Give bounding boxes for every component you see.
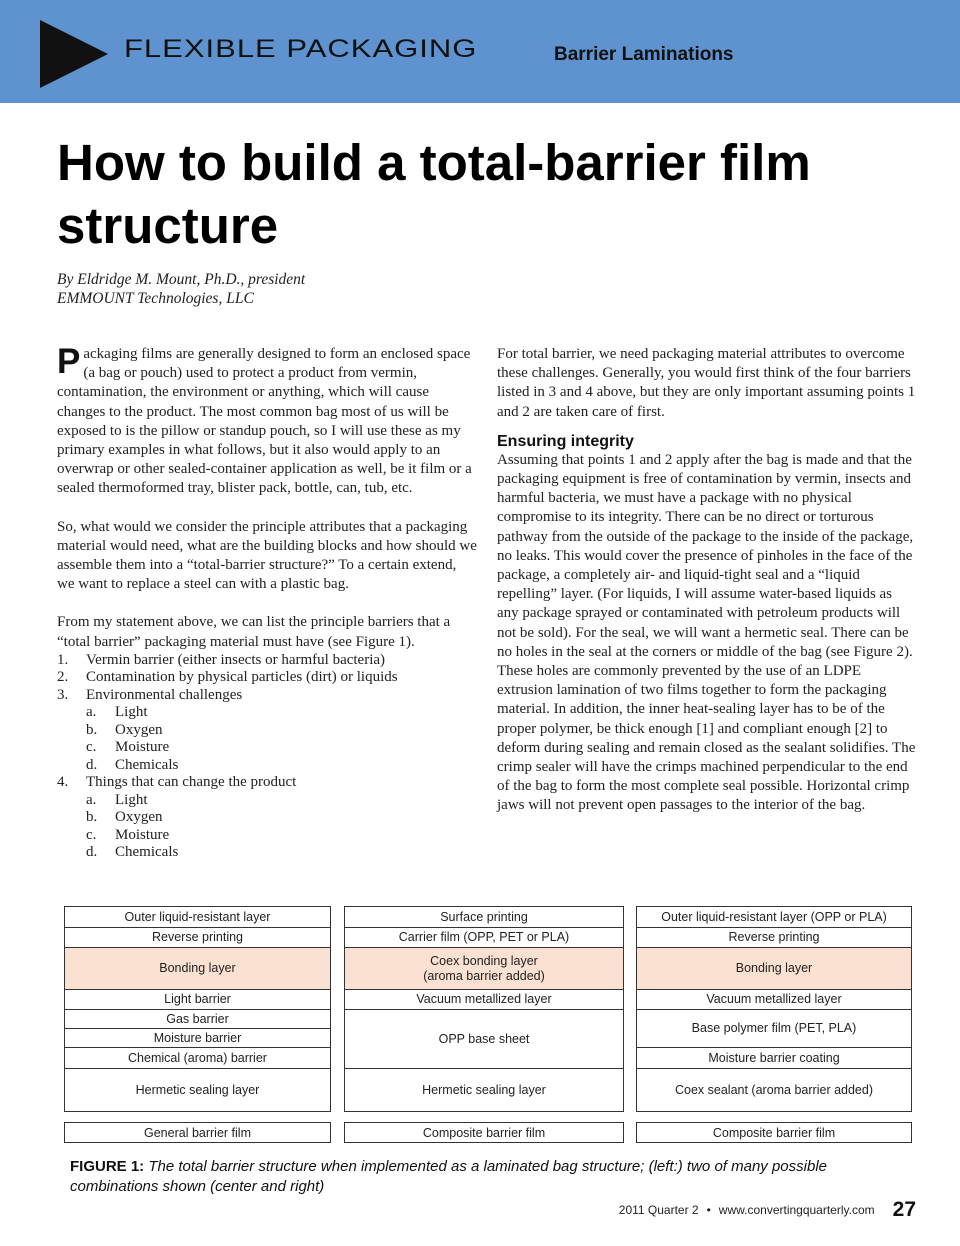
- paragraph-total-barrier: For total barrier, we need packaging material attributes to overcome these challenges. Generally, you would first think of the four barriers listed in 3 and 4 above, but they are only important assuming points 1 and 2 are taken care of first.: [497, 346, 916, 420]
- list-subitem: [57, 722, 477, 740]
- list-text: Vermin barrier (either insects or harmful bacteria): [86, 651, 386, 668]
- list-subitem: [57, 809, 477, 827]
- byline-company: EMMOUNT Technologies, LLC: [57, 290, 254, 307]
- layer-cell: Vacuum metallized layer: [345, 990, 623, 1010]
- list-marker: c.: [86, 739, 97, 756]
- list-marker: b.: [86, 721, 98, 738]
- list-text: Oxygen: [115, 721, 163, 738]
- list-subitem: [57, 739, 477, 757]
- figure-caption-label: FIGURE 1:: [70, 1158, 145, 1175]
- barrier-list: [57, 652, 477, 862]
- list-text: Moisture: [115, 826, 170, 843]
- figure-left-stack: [64, 906, 331, 1112]
- layer-cell-highlight: [345, 948, 623, 990]
- column-right: [497, 345, 917, 816]
- column-left: [57, 342, 477, 862]
- layer-cell: Chemical (aroma) barrier: [65, 1048, 330, 1069]
- figure-center-stack: [344, 906, 624, 1112]
- layer-cell: Gas barrier: [65, 1010, 330, 1029]
- layer-cell: Hermetic sealing layer: [422, 1082, 546, 1097]
- list-text: Things that can change the product: [86, 774, 297, 791]
- list-marker: d.: [86, 756, 98, 773]
- layer-cell: Coex sealant (aroma barrier added): [674, 1082, 874, 1097]
- figure-left-label: General barrier film: [64, 1122, 331, 1143]
- layer-cell: OPP base sheet: [345, 1010, 623, 1069]
- page-footer: [619, 1198, 916, 1222]
- layer-cell: Surface printing: [345, 907, 623, 928]
- list-text: Light: [115, 791, 148, 808]
- list-text: Moisture: [115, 739, 170, 756]
- paragraph-barriers: From my statement above, we can list the principle barriers that a “total barrier” packaging material must have (see Figure 1).: [57, 614, 451, 650]
- list-marker: d.: [86, 844, 98, 861]
- layer-cell: Hermetic sealing layer: [135, 1082, 260, 1097]
- footer-issue: 2011 Quarter 2: [618, 1203, 699, 1217]
- list-marker: 4.: [57, 774, 69, 791]
- page-number: 27: [892, 1198, 916, 1221]
- brand-title: FLEXIBLE PACKAGING: [124, 34, 478, 63]
- page-header: [0, 0, 960, 103]
- article-title: How to build a total-barrier film structure: [57, 134, 811, 254]
- list-subitem: [57, 844, 477, 862]
- drop-cap: P: [57, 342, 81, 381]
- layer-cell: Outer liquid-resistant layer (OPP or PLA): [637, 907, 911, 928]
- list-text: Light: [115, 704, 148, 721]
- layer-cell: Reverse printing: [65, 928, 330, 948]
- layer-cell: Reverse printing: [637, 928, 911, 948]
- list-item: [57, 687, 477, 705]
- list-text: Oxygen: [115, 809, 163, 826]
- figure-right-stack: [636, 906, 912, 1112]
- layer-cell: Outer liquid-resistant layer: [65, 907, 330, 928]
- figure-caption-text: The total barrier structure when implemented as a laminated bag structure; (left:) two of many possible combinations shown (center and right): [70, 1158, 828, 1195]
- list-marker: c.: [86, 826, 97, 843]
- section-title: Barrier Laminations: [554, 44, 734, 65]
- list-marker: a.: [86, 704, 97, 721]
- footer-bullet: •: [706, 1203, 711, 1217]
- play-triangle-icon: [40, 20, 108, 88]
- list-marker: a.: [86, 791, 97, 808]
- byline: [57, 270, 305, 308]
- layer-cell: Moisture barrier: [65, 1029, 330, 1048]
- layer-cell-highlight: Bonding layer: [65, 948, 330, 990]
- paragraph-integrity: Assuming that points 1 and 2 apply after the bag is made and that the packaging equipment is free of contamination by vermin, insects and harmful bacteria, we must have a package with no physical compromise to its integrity. There can be no direct or torturous pathway from the outside of the package to the inside of the package, no leaks. This would cover the presence of pinholes in the face of the package, a completely air- and liquid-tight seal and a “liquid repelling” layer. (For liquids, I will assume water-based liquids as any package sprayed or contaminated with petroleum products will not be sold). For the seal, we will want a hermetic seal. There can be no holes in the seal at the corners or middle of the bag (see Figure 2). These holes are commonly prevented by the use of an LDPE extrusion lamination of two films together to form the packaging material. In addition, the inner heat-sealing layer has to be of the proper polymer, be thick enough [1] and compliant enough [2] to deform during sealing and remain closed as the sealant solidifies. The crimp sealer will have the crimps machined perpendicular to the end of the bag to form the most complete seal possible. Horizontal crimp jaws will not prevent open passages to the interior of the bag.: [497, 451, 916, 814]
- list-subitem: [57, 792, 477, 810]
- byline-author: By Eldridge M. Mount, Ph.D., president: [57, 271, 306, 288]
- footer-url[interactable]: www.convertingquarterly.com: [718, 1203, 875, 1217]
- paragraph-intro-text: ackaging films are generally designed to form an enclosed space (a bag or pouch) used to protect a product from vermin, contamination, the environment or anything, which will cause changes to the product. The most common bag most of us will be exposed to is the pillow or standup pouch, so I will use these as my primary examples in what follows, but it also would apply to an overwrap or other sealed-container application as well, be it film or a sealed thermoformed tray, blister pack, bottle, can, tub, etc.: [57, 346, 472, 497]
- figure-center-label: Composite barrier film: [344, 1122, 624, 1143]
- list-text: Chemicals: [115, 844, 179, 861]
- list-marker: 1.: [57, 651, 69, 668]
- list-item: [57, 652, 477, 670]
- list-marker: b.: [86, 809, 98, 826]
- list-subitem: [57, 704, 477, 722]
- layer-cell-highlight: Bonding layer: [637, 948, 911, 990]
- list-item: [57, 669, 477, 687]
- list-text: Contamination by physical particles (dirt) or liquids: [86, 669, 398, 686]
- list-marker: 2.: [57, 669, 69, 686]
- layer-cell: Carrier film (OPP, PET or PLA): [345, 928, 623, 948]
- list-subitem: [57, 827, 477, 845]
- list-text: Environmental challenges: [86, 686, 243, 703]
- figure-right-label: Composite barrier film: [636, 1122, 912, 1143]
- list-item: [57, 774, 477, 792]
- layer-cell: Base polymer film (PET, PLA): [637, 1010, 911, 1048]
- layer-cell: Moisture barrier coating: [637, 1048, 911, 1069]
- list-text: Chemicals: [115, 756, 179, 773]
- figure-caption: [70, 1157, 870, 1196]
- paragraph-attributes: So, what would we consider the principle attributes that a packaging material would need, what are the building blocks and how should we assemble them into a “total-barrier structure?” To a certain extend, we want to replace a steel can with a plastic bag.: [57, 518, 477, 593]
- section-heading-integrity: Ensuring integrity: [497, 432, 634, 450]
- paragraph-intro: [57, 342, 477, 499]
- list-subitem: [57, 757, 477, 775]
- layer-line: Coex bonding layer: [430, 953, 538, 968]
- list-marker: 3.: [57, 686, 69, 703]
- layer-line: (aroma barrier added): [423, 968, 545, 983]
- layer-cell: Light barrier: [65, 990, 330, 1010]
- layer-cell: Vacuum metallized layer: [637, 990, 911, 1010]
